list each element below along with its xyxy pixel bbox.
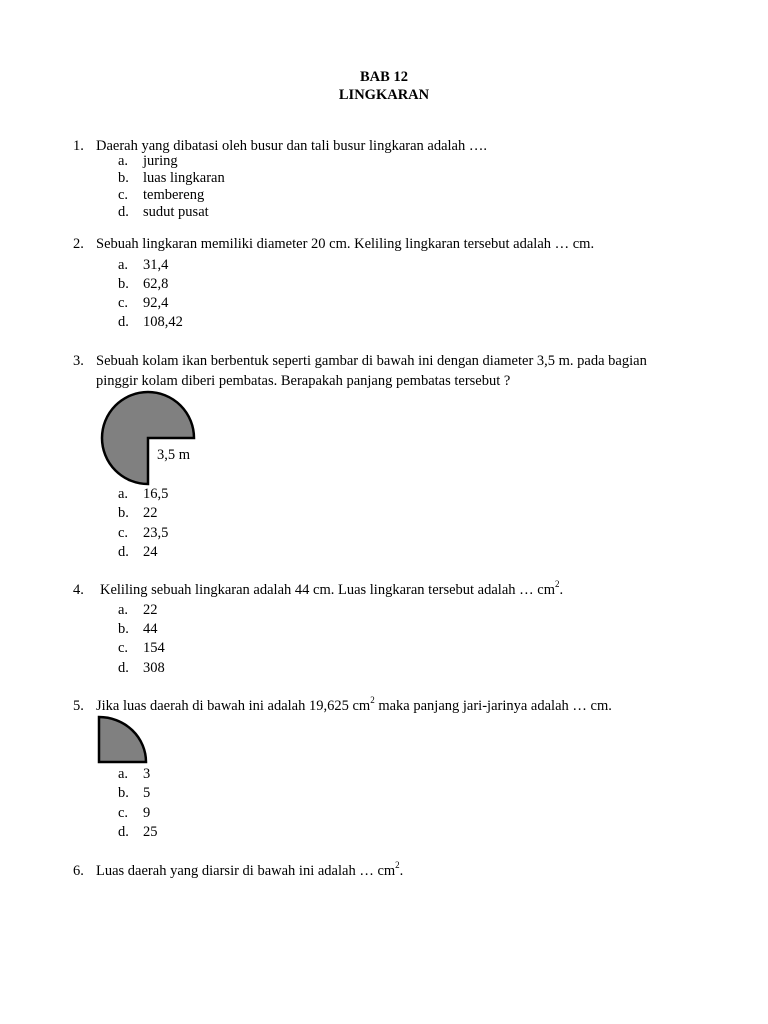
option-4d: d. 308: [118, 660, 165, 676]
option-4b: b. 44: [118, 621, 158, 637]
question-text-line-1: Sebuah kolam ikan berbentuk seperti gambar di bawah ini dengan diameter 3,5 m. pada bagian: [96, 353, 647, 369]
option-5a: a. 3: [118, 766, 151, 782]
question-text: Jika luas daerah di bawah ini adalah 19,625 $cm^2$ maka panjang jari-jarinya adalah … cm.: [96, 695, 612, 714]
three-quarter-circle-figure: [96, 390, 200, 486]
option-2b: b. 62,8: [118, 276, 169, 292]
option-2a: a. 31,4: [118, 257, 169, 273]
option-3c: c. 23,5: [118, 525, 169, 541]
question-number: 6.: [73, 863, 84, 879]
figure-dimension-label: 3,5 m: [157, 447, 191, 463]
question-number: 2.: [73, 236, 84, 252]
option-2d: d. 108,42: [118, 314, 183, 330]
option-1d: d. sudut pusat: [118, 204, 209, 220]
option-1a: a. juring: [118, 153, 178, 169]
option-1b: b. luas lingkaran: [118, 170, 225, 186]
chapter-title: LINGKARAN: [338, 87, 430, 103]
question-text: Sebuah lingkaran memiliki diameter 20 cm. Keliling lingkaran tersebut adalah … cm.: [96, 236, 595, 252]
question-text: Keliling sebuah lingkaran adalah 44 cm. Luas lingkaran tersebut adalah … $cm^2$.: [100, 579, 564, 598]
quarter-circle-shape: [99, 717, 146, 762]
option-5d: d. 25: [118, 824, 158, 840]
option-4a: a. 22: [118, 602, 158, 618]
quarter-circle-figure: [96, 714, 152, 766]
question-number: 3.: [73, 353, 84, 369]
option-1c: c. tembereng: [118, 187, 205, 203]
option-2c: c. 92,4: [118, 295, 169, 311]
option-4c: c. 154: [118, 640, 165, 656]
question-text-line-2: pinggir kolam diberi pembatas. Berapakah panjang pembatas tersebut ?: [96, 373, 511, 389]
question-text: Daerah yang dibatasi oleh busur dan tali busur lingkaran adalah ….: [96, 138, 487, 154]
three-quarter-circle-shape: [102, 392, 194, 484]
question-number: 5.: [73, 698, 84, 714]
question-number: 4.: [73, 582, 84, 598]
question-number: 1.: [73, 138, 84, 154]
option-3b: b. 22: [118, 505, 158, 521]
option-3d: d. 24: [118, 544, 158, 560]
option-3a: a. 16,5: [118, 486, 169, 502]
chapter-number: BAB 12: [360, 69, 408, 85]
option-5c: c. 9: [118, 805, 151, 821]
question-text: Luas daerah yang diarsir di bawah ini adalah … $cm^2$.: [96, 860, 404, 879]
option-5b: b. 5: [118, 785, 151, 801]
